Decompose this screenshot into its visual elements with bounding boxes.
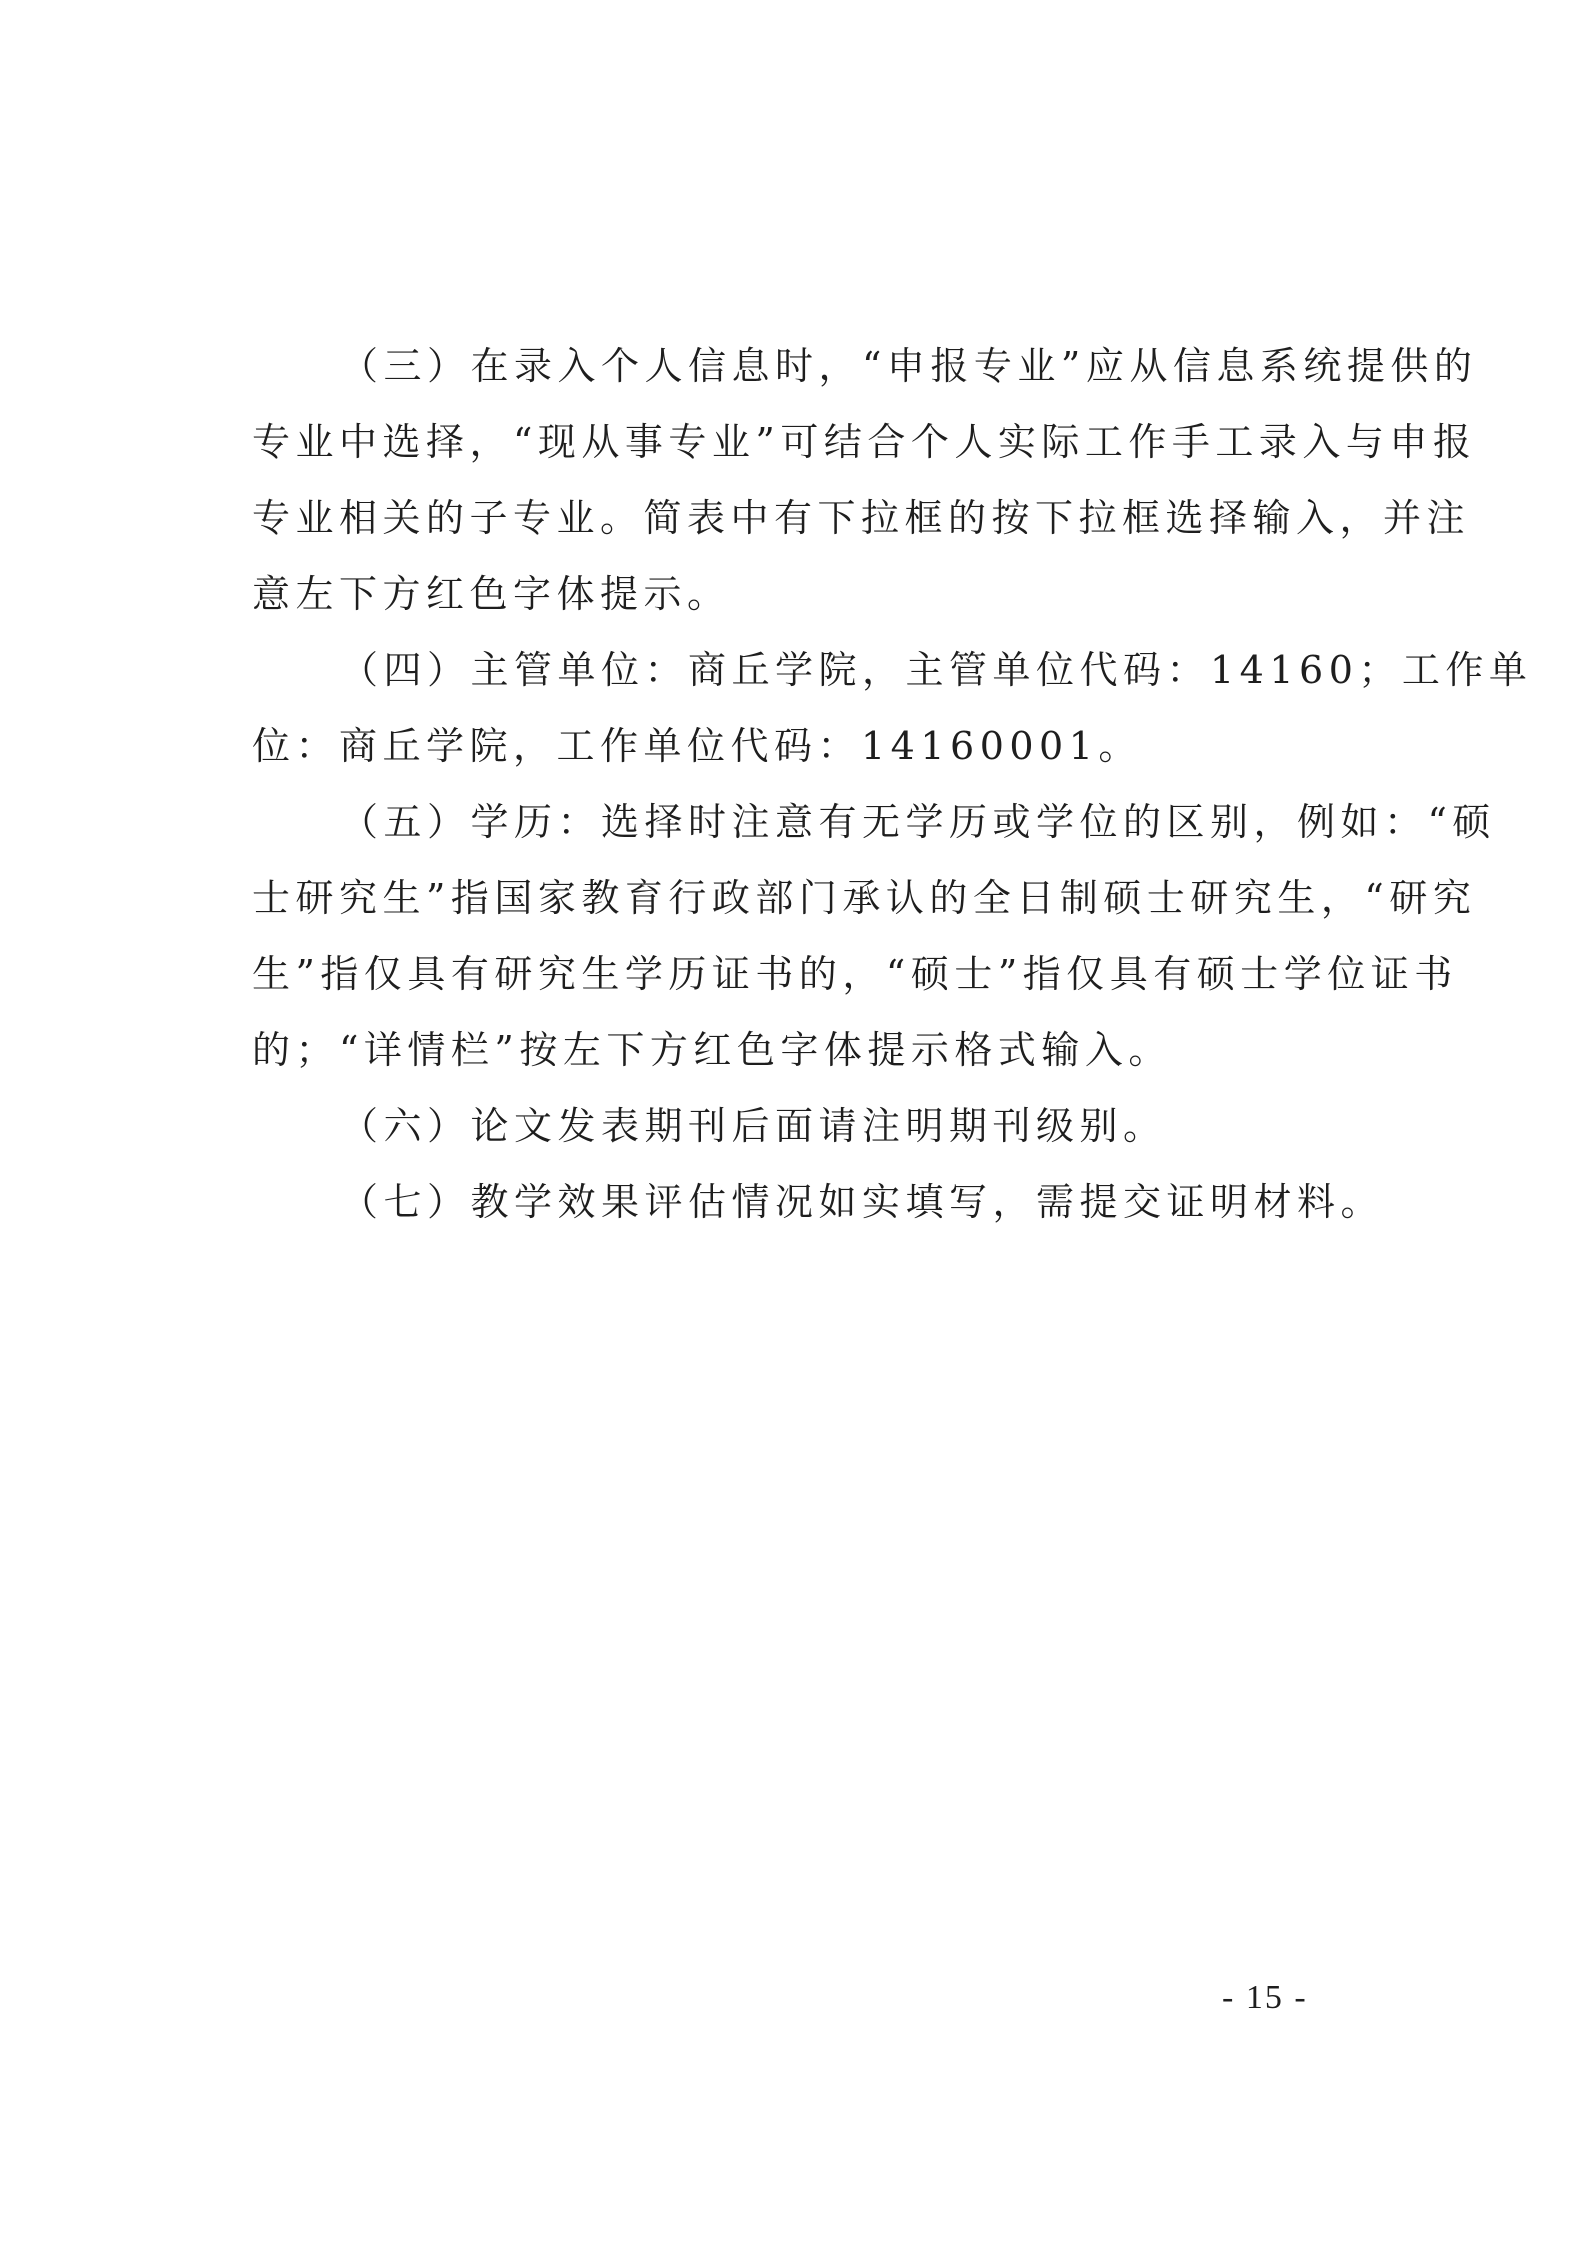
paragraph-line: （七）教学效果评估情况如实填写，需提交证明材料。 bbox=[340, 1180, 1385, 1224]
paragraph-line: （四）主管单位：商丘学院，主管单位代码：14160；工作单 bbox=[340, 648, 1533, 692]
paragraph-line: 专业中选择，“现从事专业”可结合个人实际工作手工录入与申报 bbox=[252, 420, 1477, 464]
paragraph-line: 生”指仅具有研究生学历证书的，“硕士”指仅具有硕士学位证书 bbox=[252, 952, 1458, 996]
paragraph-line: 专业相关的子专业。简表中有下拉框的按下拉框选择输入，并注 bbox=[252, 496, 1471, 540]
paragraph-line: （六）论文发表期刊后面请注明期刊级别。 bbox=[340, 1104, 1167, 1148]
page-number: - 15 - bbox=[1222, 1979, 1308, 2016]
paragraph-line: 意左下方红色字体提示。 bbox=[252, 572, 731, 616]
paragraph-line: （五）学历：选择时注意有无学历或学位的区别，例如：“硕 bbox=[340, 800, 1496, 844]
paragraph-line: 士研究生”指国家教育行政部门承认的全日制硕士研究生，“研究 bbox=[252, 876, 1477, 920]
paragraph-line: 位：商丘学院，工作单位代码：14160001。 bbox=[252, 724, 1142, 768]
paragraph-line: 的；“详情栏”按左下方红色字体提示格式输入。 bbox=[252, 1028, 1172, 1072]
paragraph-line: （三）在录入个人信息时，“申报专业”应从信息系统提供的 bbox=[340, 344, 1478, 388]
